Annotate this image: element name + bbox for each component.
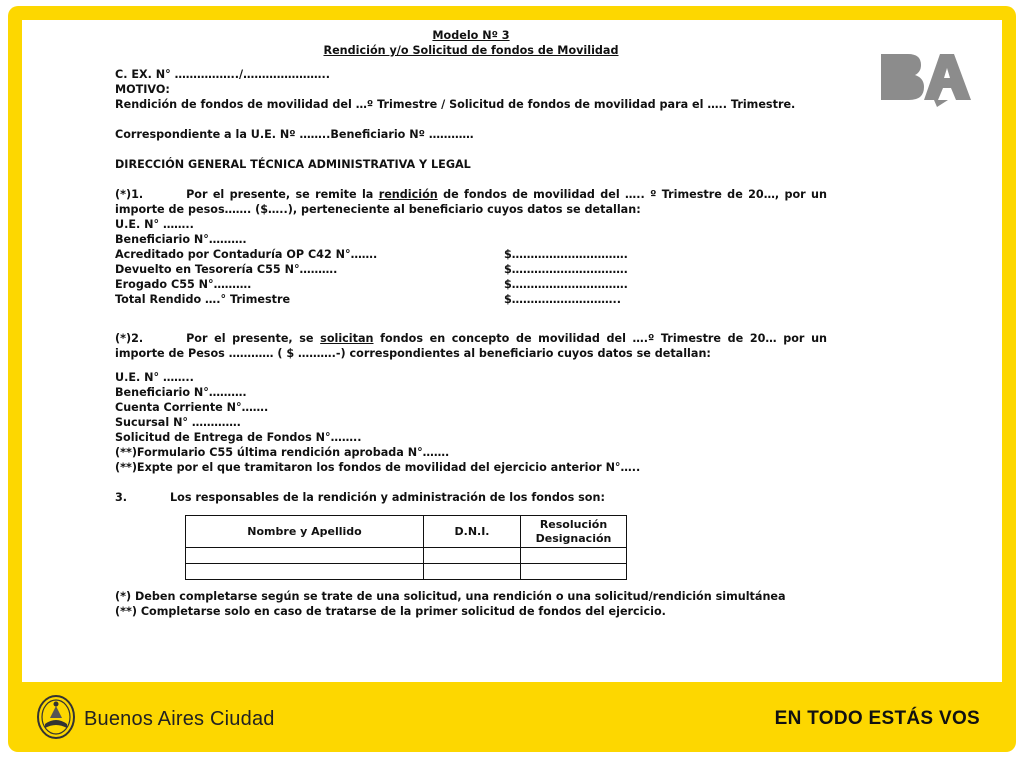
paragraph-1-items (115, 217, 827, 307)
doc-subtitle: Rendición y/o Solicitud de fondos de Movilidad (323, 44, 619, 57)
direccion-heading: DIRECCIÓN GENERAL TÉCNICA ADMINISTRATIVA Y LEGAL (115, 158, 471, 171)
list-item: Solicitud de Entrega de Fondos N°…….. (115, 431, 362, 444)
buenos-aires-ciudad-logo (36, 694, 275, 744)
paragraph-3: 3. Los responsables de la rendición y administración de los fondos son: (115, 491, 605, 504)
document-sheet (22, 20, 1002, 682)
footer-slogan: EN TODO ESTÁS VOS (774, 708, 980, 729)
list-item: (**)Expte por el que tramitaron los fondos de movilidad del ejercicio anterior N°….. (115, 461, 641, 474)
paragraph-2-items (115, 370, 827, 475)
footnote-2: (**) Completarse solo en caso de tratarse de la primer solicitud de fondos del ejercicio. (115, 605, 666, 618)
motivo-label: MOTIVO: (115, 83, 170, 96)
list-item: Beneficiario N°………. (115, 233, 247, 246)
correspondiente-line: Correspondiente a la U.E. Nº ……..Beneficiario Nº ………… (115, 128, 474, 141)
table-header: D.N.I. (424, 516, 521, 548)
footnote-1: (*) Deben completarse según se trate de una solicitud, una rendición o una solicitud/rendición simultánea (115, 590, 786, 603)
ba-logo-icon (878, 50, 974, 112)
list-item: Cuenta Corriente N°……. (115, 401, 269, 414)
footer-brand-name: Buenos Aires Ciudad (84, 707, 275, 730)
cex-line: C. EX. N° ……………../………………….. (115, 68, 330, 81)
list-item: (**)Formulario C55 última rendición aprobada N°……. (115, 446, 450, 459)
list-item: Sucursal N° …………. (115, 416, 241, 429)
city-seal-icon (36, 694, 76, 744)
table-header: Resolución Designación (521, 516, 627, 548)
table-row (186, 564, 627, 580)
list-item: Devuelto en Tesorería C55 N°………. $…………………………. (115, 263, 628, 276)
document-body (115, 28, 827, 619)
list-item: U.E. N° …….. (115, 218, 194, 231)
list-item: Erogado C55 N°………. $…………………………. (115, 278, 628, 291)
list-item: U.E. N° …….. (115, 371, 194, 384)
doc-title: Modelo Nº 3 (432, 29, 510, 42)
table-row (186, 548, 627, 564)
list-item: Acreditado por Contaduría OP C42 N°……. $…………………………. (115, 248, 628, 261)
paragraph-1: (*)1. Por el presente, se remite la rendición de fondos de movilidad del ….. º Trimestre de 20…, por un importe de pesos……. ($…..), perteneciente al beneficiario cuyos datos se detallan: (115, 188, 827, 216)
paragraph-2: (*)2. Por el presente, se solicitan fondos en concepto de movilidad del ….º Trimestre de 20… por un importe de Pesos ………… ( $ ……….-) correspondientes al beneficiario cuyos datos se detallan: (115, 332, 827, 360)
motivo-text: Rendición de fondos de movilidad del …º Trimestre / Solicitud de fondos de movilidad para el ….. Trimestre. (115, 98, 796, 111)
list-item: Beneficiario N°………. (115, 386, 247, 399)
table-header: Nombre y Apellido (186, 516, 424, 548)
list-item: Total Rendido ….° Trimestre $……………………….. (115, 293, 621, 306)
responsables-table (185, 515, 627, 580)
